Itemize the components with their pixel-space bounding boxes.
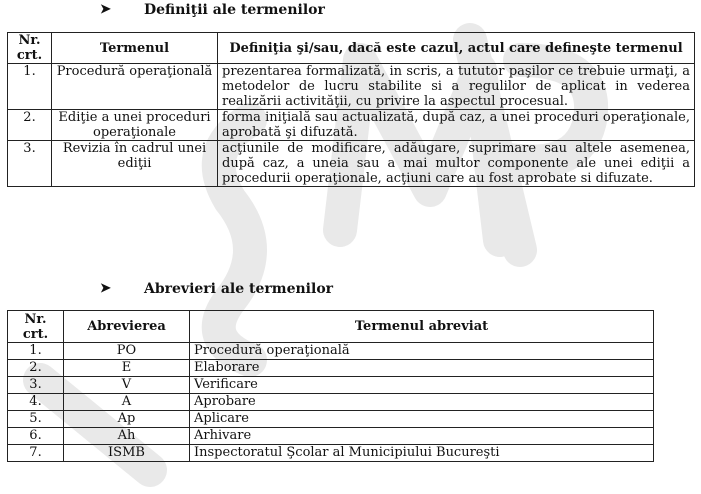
row-definition: forma iniţială sau actualizată, după caz, a unei proceduri operaţionale, aprobată şi difuzată.: [218, 110, 695, 141]
row-nr: 6.: [8, 428, 64, 445]
row-abbreviation: PO: [64, 343, 190, 360]
definitions-heading-text: Definiţii ale termenilor: [144, 2, 325, 18]
row-abbreviation: A: [64, 394, 190, 411]
abbreviations-heading-text: Abrevieri ale termenilor: [144, 281, 334, 297]
row-abbreviation: E: [64, 360, 190, 377]
table-row: [8, 377, 654, 394]
table-row: [8, 394, 654, 411]
row-nr: 2.: [8, 360, 64, 377]
abbreviations-table: [7, 310, 654, 462]
row-nr: 1.: [8, 64, 52, 110]
row-term: Revizia în cadrul unei ediţii: [52, 141, 218, 187]
row-nr: 3.: [8, 141, 52, 187]
row-abbreviated-term: Verificare: [190, 377, 654, 394]
row-term: Procedură operaţională: [52, 64, 218, 110]
row-term: Ediţie a unei proceduri operaţionale: [52, 110, 218, 141]
abbreviations-header-row: [8, 311, 654, 343]
table-row: [8, 141, 695, 187]
column-header-abbreviation: Abrevierea: [64, 311, 190, 343]
table-row: [8, 411, 654, 428]
row-abbreviated-term: Arhivare: [190, 428, 654, 445]
table-row: [8, 360, 654, 377]
row-nr: 1.: [8, 343, 64, 360]
row-nr: 3.: [8, 377, 64, 394]
table-row: [8, 110, 695, 141]
row-nr: 4.: [8, 394, 64, 411]
row-abbreviated-term: Procedură operaţională: [190, 343, 654, 360]
row-abbreviation: V: [64, 377, 190, 394]
row-nr: 7.: [8, 445, 64, 462]
table-row: [8, 428, 654, 445]
table-row: [8, 343, 654, 360]
row-definition: acţiunile de modificare, adăugare, suprimare sau altele asemenea, după caz, a uneia sau a mai multor componente ale unei ediţii a procedurii operaţionale, acţiuni care au fost aprobate si difuzate.: [218, 141, 695, 187]
definitions-header-row: [8, 33, 695, 64]
column-header-nr: Nr. crt.: [8, 311, 64, 343]
column-header-definition: Definiţia şi/sau, dacă este cazul, actul care defineşte termenul: [218, 33, 695, 64]
row-abbreviation: Ap: [64, 411, 190, 428]
arrowhead-bullet-icon: ➤: [100, 281, 111, 296]
row-abbreviation: ISMB: [64, 445, 190, 462]
column-header-nr: Nr. crt.: [8, 33, 52, 64]
definitions-heading: [100, 2, 325, 18]
abbreviations-heading: [100, 281, 333, 297]
column-header-term: Termenul: [52, 33, 218, 64]
row-abbreviated-term: Inspectoratul Şcolar al Municipiului Bucureşti: [190, 445, 654, 462]
table-row: [8, 445, 654, 462]
row-nr: 5.: [8, 411, 64, 428]
table-row: [8, 64, 695, 110]
row-abbreviated-term: Elaborare: [190, 360, 654, 377]
definitions-table: [7, 32, 695, 187]
row-abbreviated-term: Aplicare: [190, 411, 654, 428]
row-nr: 2.: [8, 110, 52, 141]
row-definition: prezentarea formalizată, in scris, a tututor paşilor ce trebuie urmaţi, a metodelor de lucru stabilite si a regulilor de aplicat in vederea realizării activităţii, cu privire la aspectul procesual.: [218, 64, 695, 110]
column-header-abbreviated-term: Termenul abreviat: [190, 311, 654, 343]
arrowhead-bullet-icon: ➤: [100, 2, 111, 17]
row-abbreviated-term: Aprobare: [190, 394, 654, 411]
row-abbreviation: Ah: [64, 428, 190, 445]
